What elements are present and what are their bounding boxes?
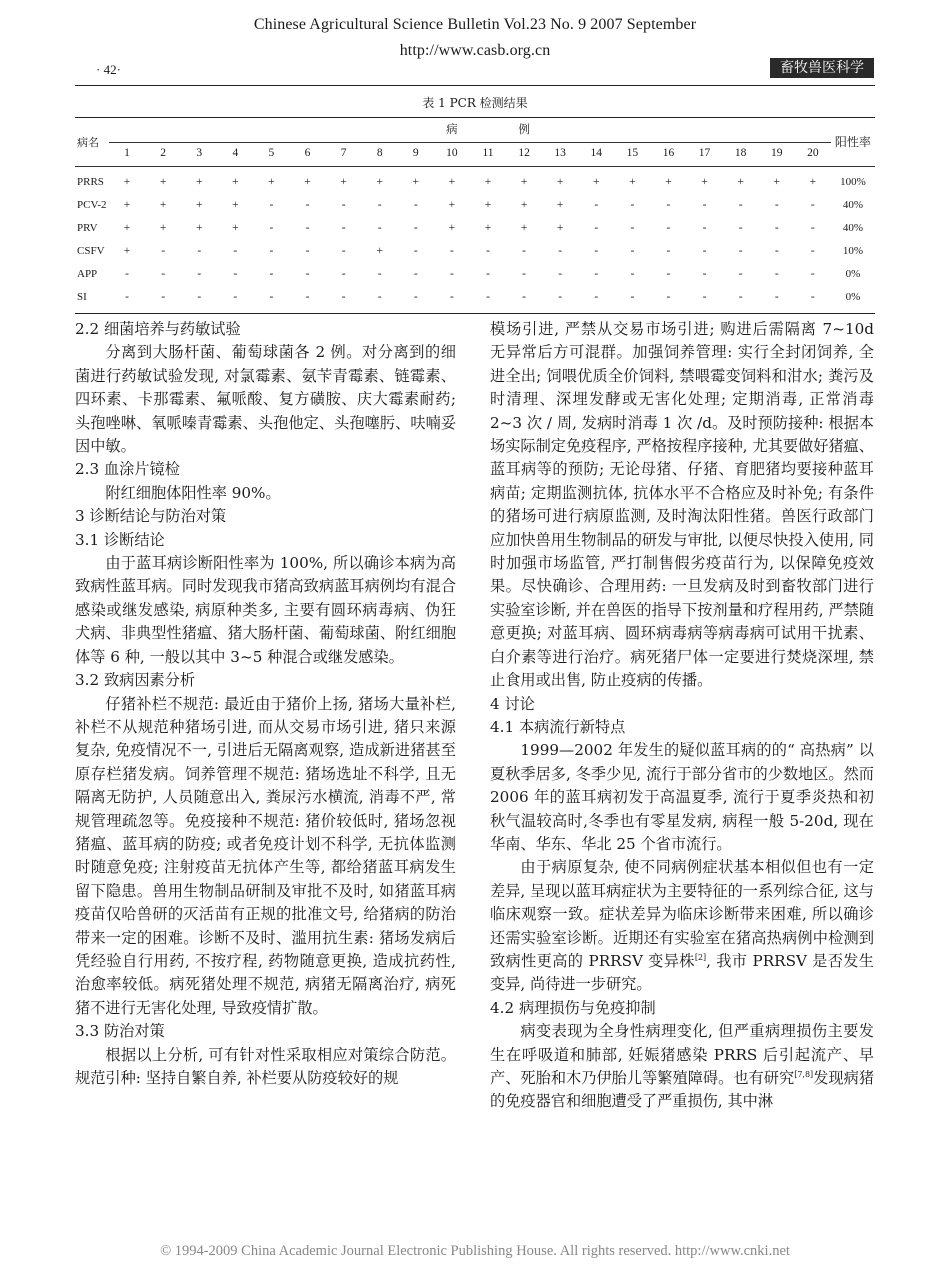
positive-rate: 0% <box>845 267 861 280</box>
result-cell: - <box>161 290 166 303</box>
result-cell: - <box>161 244 166 257</box>
result-cell: - <box>774 267 779 280</box>
heading-3-3: 3.3 防治对策 <box>75 1022 165 1041</box>
result-cell: - <box>702 267 707 280</box>
case-number: 11 <box>470 140 506 167</box>
journal-line: Chinese Agricultural Science Bulletin Vol.23 No. 9 2007 September <box>253 16 697 33</box>
result-cell: - <box>305 221 310 234</box>
heading-4: 4 讨论 <box>490 694 535 713</box>
case-number: 5 <box>253 140 289 167</box>
result-cell: - <box>341 267 346 280</box>
positive-rate: 40% <box>842 221 864 234</box>
result-cell: - <box>810 244 815 257</box>
copyright-footer: © 1994-2009 China Academic Journal Electronic Publishing House. All rights reserved. http://www.cnki.net <box>160 1243 790 1259</box>
disease-name: PCV-2 <box>77 198 107 211</box>
result-cell: - <box>594 221 599 234</box>
case-number: 8 <box>362 140 398 167</box>
result-cell: - <box>305 267 310 280</box>
result-cell: - <box>233 267 238 280</box>
positive-rate: 100% <box>840 175 866 188</box>
paragraph-3-3: 根据以上分析, 可有针对性采取相应对策综合防范。规范引种: 坚持自繁自养, 补栏要从防疫较好的规 <box>75 1045 456 1087</box>
col-header-disease: 病名 <box>75 118 109 167</box>
result-cell: - <box>666 290 671 303</box>
result-cell: - <box>522 244 526 257</box>
case-number: 19 <box>759 140 795 167</box>
right-column <box>490 318 874 1114</box>
result-cell: - <box>810 198 815 211</box>
result-cell: - <box>233 244 238 257</box>
result-cell: - <box>413 290 418 303</box>
result-cell: - <box>702 290 707 303</box>
result-cell: - <box>486 244 490 257</box>
result-cell: + <box>268 175 275 188</box>
result-cell: - <box>449 267 454 280</box>
disease-name: CSFV <box>77 244 105 257</box>
result-cell: - <box>738 290 743 303</box>
paragraph-3-1: 由于蓝耳病诊断阳性率为 100%, 所以确诊本病为高致病性蓝耳病。同时发现我市猪高致病蓝耳病例均有混合感染或继发感染, 病原种类多, 主要有圆环病毒病、伪狂犬病、非典型性猪瘟、猪大肠杆菌、葡萄球菌、附红细胞体等 6 种, 一般以其中 3~5 种混合或继发感染。 <box>75 554 456 666</box>
case-number: 17 <box>687 140 723 167</box>
result-cell: - <box>558 290 563 303</box>
result-cell: - <box>305 290 310 303</box>
case-number: 20 <box>795 140 831 167</box>
text-run: 发现病猪的免疫器官和细胞遭受了严重损伤, 其中淋 <box>490 1069 875 1111</box>
result-cell: + <box>376 175 383 188</box>
result-cell: - <box>558 244 563 257</box>
result-cell: - <box>738 267 743 280</box>
paragraph-4-1-b <box>490 856 874 996</box>
result-cell: - <box>666 267 671 280</box>
result-cell: - <box>269 221 274 234</box>
result-cell: + <box>520 221 528 234</box>
result-cell: + <box>123 244 131 257</box>
text-run: 由于病原复杂, 使不同病例症状基本相似但也有一定差异, 呈现以蓝耳病症状为主要特征的一系列综合征, 这与临床观察一致。症状差异为临床诊断带来困难, 所以确诊还需实验室诊断。近期还有实验室在猪高热病例中检测到致病性更高的 PRRSV 变异株 <box>490 858 874 970</box>
result-cell: - <box>666 244 671 257</box>
paragraph-2-3: 附红细胞体阳性率 90%。 <box>105 483 281 502</box>
paragraph-4-2 <box>490 1020 874 1114</box>
result-cell: - <box>810 267 815 280</box>
result-cell: - <box>449 244 454 257</box>
positive-rate: 0% <box>845 290 861 303</box>
positive-rate: 10% <box>842 244 864 257</box>
result-cell: + <box>629 175 636 188</box>
result-cell: + <box>484 221 492 234</box>
result-cell: - <box>269 267 274 280</box>
disease-name: APP <box>77 267 98 280</box>
result-cell: + <box>556 175 564 188</box>
result-cell: - <box>702 221 707 234</box>
table-row <box>75 216 875 239</box>
heading-2-3: 2.3 血涂片镜检 <box>75 460 180 479</box>
journal-url[interactable]: http://www.casb.org.cn <box>399 42 551 59</box>
header-rule <box>75 85 875 86</box>
result-cell: - <box>125 290 129 303</box>
table-row <box>75 262 875 285</box>
result-cell: + <box>195 198 203 211</box>
result-cell: - <box>630 198 635 211</box>
text-run: , 我市 PRRSV 是否发生变异, 尚待进一步研究。 <box>490 951 874 994</box>
result-cell: - <box>341 221 346 234</box>
result-cell: + <box>159 198 167 211</box>
citation-ref[interactable]: [7,8] <box>794 1069 814 1079</box>
result-cell: - <box>269 244 274 257</box>
table-row <box>75 167 875 194</box>
case-number: 1 <box>109 140 145 167</box>
result-cell: - <box>666 198 671 211</box>
result-cell: + <box>520 198 528 211</box>
result-cell: - <box>305 244 310 257</box>
result-cell: - <box>630 221 635 234</box>
result-cell: + <box>484 175 492 188</box>
result-cell: + <box>448 221 456 234</box>
result-cell: - <box>486 290 490 303</box>
left-column <box>75 318 456 1090</box>
table-row <box>75 193 875 216</box>
result-cell: + <box>232 221 239 234</box>
table-row <box>75 285 875 308</box>
result-cell: - <box>413 198 418 211</box>
case-number: 2 <box>145 140 181 167</box>
result-cell: - <box>522 267 526 280</box>
result-cell: + <box>195 175 203 188</box>
result-cell: - <box>125 267 129 280</box>
case-label-1: 病 <box>446 122 458 136</box>
table-caption: 表 1 PCR 检测结果 <box>422 96 528 110</box>
result-cell: - <box>197 290 202 303</box>
case-label-2: 例 <box>518 122 530 136</box>
result-cell: + <box>448 175 456 188</box>
paragraph-2-2: 分离到大肠杆菌、葡萄球菌各 2 例。对分离到的细菌进行药敏试验发现, 对氯霉素、氨苄青霉素、链霉素、四环素、卡那霉素、氟哌酸、复方磺胺、庆大霉素耐药; 头孢唑啉、氧哌嗪青霉素、头孢他定、头孢噻肟、呋喃妥因中敏。 <box>75 343 456 456</box>
result-cell: - <box>269 198 274 211</box>
result-cell: - <box>630 290 635 303</box>
result-cell: + <box>159 175 167 188</box>
case-number-row <box>75 140 875 167</box>
heading-3-2: 3.2 致病因素分析 <box>75 671 196 690</box>
result-cell: + <box>737 175 744 188</box>
result-cell: - <box>702 198 707 211</box>
result-cell: - <box>810 221 815 234</box>
result-cell: - <box>738 221 743 234</box>
disease-name: PRV <box>77 221 98 234</box>
result-cell: + <box>448 198 456 211</box>
case-number: 4 <box>217 140 253 167</box>
result-cell: - <box>774 221 779 234</box>
result-cell: - <box>197 244 202 257</box>
case-number: 6 <box>289 140 325 167</box>
result-cell: - <box>377 198 382 211</box>
pcr-result-table <box>75 118 875 308</box>
result-cell: + <box>556 198 564 211</box>
heading-3: 3 诊断结论与防治对策 <box>75 507 227 526</box>
result-cell: - <box>341 290 346 303</box>
case-number: 7 <box>326 140 362 167</box>
result-cell: - <box>702 244 707 257</box>
result-cell: + <box>123 198 131 211</box>
result-cell: + <box>123 175 131 188</box>
result-cell: - <box>233 290 238 303</box>
result-cell: - <box>161 267 166 280</box>
case-number: 18 <box>723 140 759 167</box>
positive-rate: 40% <box>842 198 864 211</box>
case-number: 3 <box>181 140 217 167</box>
result-cell: - <box>377 221 382 234</box>
result-cell: - <box>197 267 202 280</box>
result-cell: - <box>305 198 310 211</box>
result-cell: + <box>232 198 239 211</box>
paragraph-3-2: 仔猪补栏不规范: 最近由于猪价上扬, 猪场大量补栏, 补栏不从规范种猪场引进, 而从交易市场引进, 猪只来源复杂, 免疫情况不一, 引进后无隔离观察, 造成新进猪甚至原存栏猪发病。饲养管理不规范: 猪场选址不科学, 且无隔离无防护, 人员随意出入, 粪尿污水横流, 消毒不严, 常规管理疏忽等。免疫接种不规范: 猪价较低时, 猪场忽视猪瘟、蓝耳病的防疫; 或者免疫计划不科学, 无抗体监测时随意免疫; 注射疫苗无抗体产生等, 都给猪蓝耳病发生留下隐患。兽用生物制品研制及审批不及时, 如猪蓝耳病疫苗仅哈兽研的灭活苗有正规的批准文号, 给猪病的防治带来一定的困难。诊断不及时、滥用抗生素: 猪场发病后凭经验自行用药, 不按疗程, 药物随意更换, 造成抗药性, 治愈率较低。病死猪处理不规范, 病猪无隔离治疗, 病死猪不进行无害化处理, 导致疫情扩散。 <box>75 694 456 1017</box>
result-cell: + <box>376 244 383 257</box>
paragraph-3-3-cont: 模场引进, 严禁从交易市场引进; 购进后需隔离 7~10d 无异常后方可混群。加强饲养管理: 实行全封闭饲养, 全进全出; 饲喂优质全价饲料, 禁喂霉变饲料和泔水; 粪污及时清理、深埋发酵或无害化处理; 定期消毒, 正常消毒 2~3 次 / 周, 发病时消毒 1 次 /d。及时预防接种: 根据本场实际制定免疫程序, 严格按程序接种, 尤其要做好猪瘟、蓝耳病等的预防; 无论母猪、仔猪、育肥猪均要接种蓝耳病苗; 定期监测抗体, 抗体水平不合格应及时补免; 有条件的猪场可进行病原监测, 及时淘汰阳性猪。兽医行政部门应加快兽用生物制品的研发与审批, 以便尽快投入使用, 同时加强市场监管, 严打制售假劣疫苗行为, 以保障免疫效果。尽快确诊、合理用药: 一旦发病及时到畜牧部门进行实验室诊断, 并在兽医的指导下按剂量和疗程用药, 严禁随意更换; 对蓝耳病、圆环病毒病等病毒病可试用干扰素、白介素等进行治疗。病死猪尸体一定要进行焚烧深埋, 禁止食用或出售, 防止疫病的传播。 <box>490 320 874 690</box>
result-cell: - <box>630 267 635 280</box>
result-cell: - <box>774 244 779 257</box>
result-cell: - <box>413 221 418 234</box>
result-cell: - <box>810 290 815 303</box>
result-cell: - <box>341 198 346 211</box>
result-cell: + <box>340 175 347 188</box>
result-cell: + <box>520 175 528 188</box>
result-cell: - <box>594 290 599 303</box>
result-cell: - <box>738 198 743 211</box>
result-cell: - <box>666 221 671 234</box>
heading-2-2: 2.2 细菌培养与药敏试验 <box>75 320 241 338</box>
result-cell: - <box>630 244 635 257</box>
paragraph-4-1-a: 1999—2002 年发生的疑似蓝耳病的的“ 高热病” 以夏秋季居多, 冬季少见, 流行于部分省市的少数地区。然而 2006 年的蓝耳病初发于高温夏季, 流行于夏季炎热和初秋气温较高时,冬季也有零星发病, 病程一般 5-20d, 现在华南、华东、华北 25 个省市流行。 <box>490 741 874 853</box>
result-cell: + <box>484 198 492 211</box>
result-cell: - <box>449 290 454 303</box>
result-cell: - <box>269 290 274 303</box>
disease-name: PRRS <box>77 175 104 188</box>
heading-3-1: 3.1 诊断结论 <box>75 530 165 549</box>
result-cell: + <box>593 175 600 188</box>
result-cell: - <box>594 198 599 211</box>
result-cell: - <box>774 290 779 303</box>
result-cell: + <box>773 175 780 188</box>
case-number: 16 <box>650 140 686 167</box>
table-bottom-rule <box>75 313 875 314</box>
result-cell: + <box>159 221 167 234</box>
result-cell: - <box>774 198 779 211</box>
col-header-rate: 阳性率 <box>831 118 875 167</box>
result-cell: - <box>413 267 418 280</box>
case-number: 9 <box>398 140 434 167</box>
result-cell: - <box>522 290 526 303</box>
result-cell: + <box>665 175 672 188</box>
result-cell: + <box>195 221 203 234</box>
result-cell: + <box>304 175 311 188</box>
section-badge: 畜牧兽医科学 <box>770 58 874 78</box>
result-cell: + <box>556 221 564 234</box>
disease-name: SI <box>77 290 87 303</box>
result-cell: - <box>486 267 490 280</box>
result-cell: - <box>558 267 563 280</box>
heading-4-1: 4.1 本病流行新特点 <box>490 717 626 736</box>
case-number: 10 <box>434 140 470 167</box>
result-cell: - <box>377 290 382 303</box>
page-number: · 42· <box>96 62 121 77</box>
result-cell: - <box>594 244 599 257</box>
result-cell: - <box>341 244 346 257</box>
result-cell: + <box>701 175 708 188</box>
result-cell: + <box>232 175 239 188</box>
case-number: 12 <box>506 140 542 167</box>
case-number: 13 <box>542 140 578 167</box>
case-number: 14 <box>578 140 614 167</box>
result-cell: - <box>413 244 418 257</box>
table-row <box>75 239 875 262</box>
result-cell: - <box>377 267 382 280</box>
text-run: 病变表现为全身性病理变化, 但严重病理损伤主要发生在呼吸道和肺部, 妊娠猪感染 PRRS 后引起流产、早产、死胎和木乃伊胎儿等繁殖障碍。也有研究 <box>490 1022 874 1087</box>
citation-ref[interactable]: [2] <box>694 952 707 962</box>
result-cell: + <box>123 221 131 234</box>
result-cell: + <box>809 175 817 188</box>
result-cell: - <box>594 267 599 280</box>
heading-4-2: 4.2 病理损伤与免疫抑制 <box>490 998 656 1017</box>
result-cell: + <box>412 175 420 188</box>
result-cell: - <box>738 244 743 257</box>
case-number: 15 <box>614 140 650 167</box>
